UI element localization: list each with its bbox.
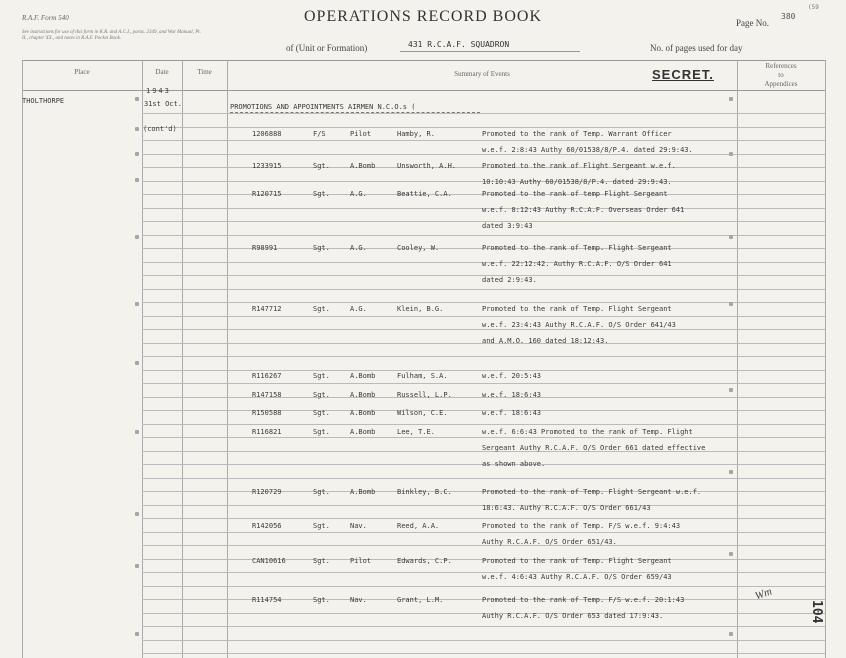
entry-trade: A.G.	[350, 305, 367, 313]
margin-tick	[135, 564, 139, 568]
ruled-line	[142, 518, 825, 519]
entry-summary-line: Promoted to the rank of Temp. Flight Sergeant	[482, 305, 672, 313]
margin-tick	[135, 512, 139, 516]
entry-rank: Sgt.	[313, 305, 330, 313]
margin-tick	[135, 361, 139, 365]
column-header-date: Date	[155, 68, 169, 76]
entry-summary-line: w.e.f. 18:6:43	[482, 409, 542, 417]
entry-trade: A.G.	[350, 190, 367, 198]
entry-rank: Sgt.	[313, 557, 330, 565]
column-rule	[227, 60, 228, 658]
margin-tick	[729, 152, 733, 156]
entry-summary-line: w.e.f. 20:5:43	[482, 372, 542, 380]
unit-underline	[400, 51, 580, 52]
column-header-place: Place	[74, 68, 90, 76]
entry-number: R150588	[252, 409, 282, 417]
section-heading-underline	[230, 112, 480, 113]
ruled-line	[142, 154, 825, 155]
entry-summary-line: Promoted to the rank of temp Flight Sergeant	[482, 190, 668, 198]
ruled-line	[142, 626, 825, 627]
unit-label: of (Unit or Formation)	[286, 43, 368, 53]
ruled-line	[142, 370, 825, 371]
entry-summary-line: 18:6:43. Authy R.C.A.F. O/S Order 661/43	[482, 504, 651, 512]
margin-tick	[729, 632, 733, 636]
margin-tick	[135, 97, 139, 101]
entry-rank: Sgt.	[313, 409, 330, 417]
entry-trade: A.Bomb	[350, 372, 376, 380]
page-number-annotation: (59	[808, 4, 819, 11]
ruled-line	[142, 235, 825, 236]
margin-tick	[135, 178, 139, 182]
entry-trade: Nav.	[350, 596, 367, 604]
entry-number: R98991	[252, 244, 278, 252]
ruled-line	[142, 532, 825, 533]
entry-summary-line: Authy R.C.A.F. O/S Order 651/43.	[482, 538, 617, 546]
entry-summary-line: and A.M.O. 160 dated 18:12:43.	[482, 337, 609, 345]
entry-rank: Sgt.	[313, 488, 330, 496]
entry-name: Russell, L.P.	[397, 391, 452, 399]
ruled-line	[142, 640, 825, 641]
column-rule	[737, 60, 738, 658]
ruled-line	[142, 356, 825, 357]
entry-number: R147712	[252, 305, 282, 313]
place-value: THOLTHORPE	[22, 97, 65, 105]
entry-summary-line: dated 2:9:43.	[482, 276, 537, 284]
entry-name: Klein, B.G.	[397, 305, 444, 313]
entry-name: Beattie, C.A.	[397, 190, 452, 198]
margin-tick	[135, 152, 139, 156]
margin-tick	[729, 235, 733, 239]
entry-number: R120715	[252, 190, 282, 198]
column-rule	[142, 60, 143, 658]
ruled-line	[142, 424, 825, 425]
entry-summary-line: dated 3:9:43	[482, 222, 533, 230]
entry-number: R116821	[252, 428, 282, 436]
entry-summary-line: Promoted to the rank of Temp. Flight Sergeant	[482, 244, 672, 252]
form-number: R.A.F. Form 540	[22, 14, 69, 22]
ruled-line	[142, 140, 825, 141]
entry-rank: Sgt.	[313, 522, 330, 530]
column-header-time: Time	[197, 68, 212, 76]
entry-name: Lee, T.E.	[397, 428, 435, 436]
ruled-line	[142, 478, 825, 479]
entry-trade: A.Bomb	[350, 162, 376, 170]
ruled-line	[142, 383, 825, 384]
ruled-line	[142, 127, 825, 128]
entry-rank: Sgt.	[313, 244, 330, 252]
ruled-line	[142, 302, 825, 303]
ruled-line	[142, 113, 825, 114]
entry-trade: A.Bomb	[350, 488, 376, 496]
margin-tick	[135, 127, 139, 131]
entry-summary-line: Sergeant Authy R.C.A.F. O/S Order 661 dated effective	[482, 444, 706, 452]
continued-marker: (cont'd)	[143, 125, 177, 133]
ruled-line	[142, 586, 825, 587]
entry-name: Binkley, B.C.	[397, 488, 452, 496]
page-number: 380	[781, 12, 796, 21]
entry-rank: Sgt.	[313, 391, 330, 399]
entry-number: 1206888	[252, 130, 282, 138]
column-rule	[22, 60, 23, 658]
entry-trade: Pilot	[350, 130, 372, 138]
form-instructions: See instructions for use of this form in K.R. and A.C.I., paras. 2349, and War Manual, Pt. II., chapter XX., and notes in R.A.F. Pocket Book.	[22, 30, 201, 41]
page-title: OPERATIONS RECORD BOOK	[303, 8, 543, 25]
entry-name: Grant, L.M.	[397, 596, 444, 604]
year-value: 1943	[146, 87, 171, 95]
entry-trade: A.G.	[350, 244, 367, 252]
ruled-line	[142, 316, 825, 317]
entry-trade: Pilot	[350, 557, 372, 565]
entry-number: 1233915	[252, 162, 282, 170]
column-rule	[825, 60, 826, 658]
entry-summary-line: 10:10:43 Authy 60/01538/8/P.4. dated 29:9:43.	[482, 178, 672, 186]
entry-number: R116267	[252, 372, 282, 380]
margin-tick	[729, 97, 733, 101]
entry-number: CAN10616	[252, 557, 286, 565]
entry-trade: A.Bomb	[350, 391, 376, 399]
column-header-summary: Summary of Events	[454, 70, 510, 78]
entry-summary-line: w.e.f. 2:8:43 Authy 60/01538/8/P.4. dated 29:9:43.	[482, 146, 693, 154]
entry-number: R142056	[252, 522, 282, 530]
entry-rank: Sgt.	[313, 162, 330, 170]
margin-tick	[135, 302, 139, 306]
ruled-line	[142, 329, 825, 330]
margin-tick	[729, 552, 733, 556]
entry-name: Reed, A.A.	[397, 522, 440, 530]
margin-tick	[729, 388, 733, 392]
entry-name: Fulham, S.A.	[397, 372, 448, 380]
entry-summary-line: w.e.f. 18:6:43	[482, 391, 542, 399]
page-number-label: Page No.	[736, 18, 769, 28]
entry-name: Unsworth, A.H.	[397, 162, 457, 170]
entry-summary-line: Promoted to the rank of Temp. F/S w.e.f. 20:1:43	[482, 596, 685, 604]
entry-number: R147158	[252, 391, 282, 399]
entry-rank: Sgt.	[313, 596, 330, 604]
entry-rank: F/S	[313, 130, 326, 138]
entry-summary-line: Promoted to the rank of Temp. Flight Sergeant	[482, 557, 672, 565]
entry-summary-line: w.e.f. 6:6:43 Promoted to the rank of Temp. Flight	[482, 428, 693, 436]
margin-tick	[135, 632, 139, 636]
initials-mark: Wm	[753, 585, 774, 603]
margin-tick	[135, 430, 139, 434]
entry-trade: A.Bomb	[350, 409, 376, 417]
margin-tick	[729, 302, 733, 306]
entry-summary-line: w.e.f. 8:12:43 Authy R.C.A.F. Overseas Order 641	[482, 206, 685, 214]
entry-summary-line: as shown above.	[482, 460, 546, 468]
margin-tick	[135, 235, 139, 239]
column-header-references-1: References	[765, 62, 797, 70]
entry-summary-line: Promoted to the rank of Temp. Warrant Officer	[482, 130, 672, 138]
ruled-line	[142, 437, 825, 438]
entry-number: R120729	[252, 488, 282, 496]
entry-summary-line: Promoted to the rank of Temp. F/S w.e.f. 9:4:43	[482, 522, 681, 530]
column-header-references-2: to	[778, 71, 784, 79]
margin-tick	[729, 470, 733, 474]
entry-rank: Sgt.	[313, 372, 330, 380]
entry-name: Hamby, R.	[397, 130, 435, 138]
entry-name: Edwards, C.P.	[397, 557, 452, 565]
unit-name: 431 R.C.A.F. SQUADRON	[408, 40, 510, 49]
entry-rank: Sgt.	[313, 190, 330, 198]
ruled-line	[142, 653, 825, 654]
column-rule	[182, 60, 183, 658]
entry-summary-line: Promoted to the rank of Flight Sergeant w.e.f.	[482, 162, 676, 170]
entry-trade: Nav.	[350, 522, 367, 530]
pages-used-label: No. of pages used for day	[650, 43, 743, 53]
entry-summary-line: w.e.f. 4:6:43 Authy R.C.A.F. O/S Order 659/43	[482, 573, 672, 581]
entry-trade: A.Bomb	[350, 428, 376, 436]
margin-number: 104	[809, 600, 824, 624]
section-heading: PROMOTIONS AND APPOINTMENTS AIRMEN N.C.O.s (	[230, 103, 416, 111]
entry-rank: Sgt.	[313, 428, 330, 436]
entry-summary-line: w.e.f. 23:4:43 Authy R.C.A.F. O/S Order 641/43	[482, 321, 676, 329]
ruled-line	[142, 289, 825, 290]
entry-summary-line: Promoted to the rank of Temp. Flight Sergeant w.e.f.	[482, 488, 702, 496]
entry-number: R114754	[252, 596, 282, 604]
entry-name: Cooley, W.	[397, 244, 440, 252]
entry-summary-line: w.e.f. 22:12:42. Authy R.C.A.F. O/S Order 641	[482, 260, 672, 268]
column-header-references-3: Appendices	[764, 80, 798, 88]
date-value: 31st Oct.	[144, 100, 182, 108]
entry-name: Wilson, C.E.	[397, 409, 448, 417]
entry-summary-line: Authy R.C.A.F. O/S Order 653 dated 17:9:43.	[482, 612, 664, 620]
secret-label: SECRET.	[652, 67, 714, 82]
